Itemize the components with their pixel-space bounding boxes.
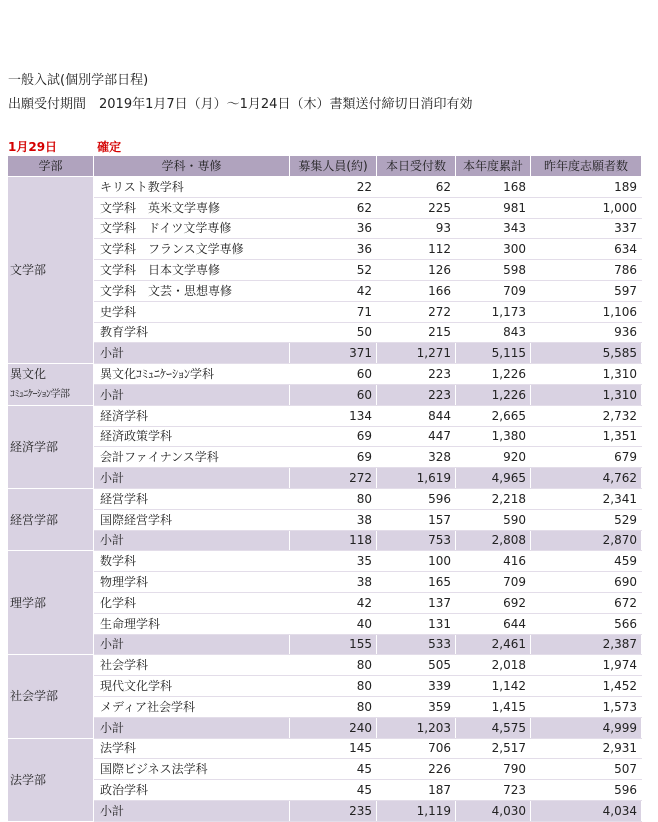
capacity-cell: 35	[290, 551, 377, 572]
last-year-cell: 1,573	[531, 696, 642, 717]
last-year-cell: 189	[531, 177, 642, 198]
today-count-cell: 226	[377, 759, 456, 780]
last-year-cell: 1,000	[531, 197, 642, 218]
course-name-cell: 文学科 文芸・思想専修	[94, 280, 290, 301]
today-count-cell: 131	[377, 613, 456, 634]
application-period: 出願受付期間 2019年1月7日（月）～1月24日（木）書類送付締切日消印有効	[8, 97, 473, 112]
capacity-cell: 80	[290, 676, 377, 697]
today-count-cell: 165	[377, 572, 456, 593]
department-cell	[8, 364, 94, 406]
today-count-cell: 447	[377, 426, 456, 447]
capacity-cell: 155	[290, 634, 377, 655]
table-row	[8, 696, 642, 717]
last-year-cell: 679	[531, 447, 642, 468]
cumulative-cell: 692	[456, 592, 531, 613]
column-header: 本日受付数	[377, 156, 456, 177]
last-year-cell: 529	[531, 509, 642, 530]
today-count-cell: 62	[377, 177, 456, 198]
column-header: 本年度累計	[456, 156, 531, 177]
last-year-cell: 936	[531, 322, 642, 343]
capacity-cell: 42	[290, 280, 377, 301]
cumulative-cell: 981	[456, 197, 531, 218]
cumulative-cell: 4,030	[456, 800, 531, 821]
course-name-cell: 小計	[94, 717, 290, 738]
capacity-cell: 71	[290, 301, 377, 322]
department-cell: 社会学部	[8, 655, 94, 738]
course-name-cell: 小計	[94, 634, 290, 655]
today-count-cell: 112	[377, 239, 456, 260]
column-header: 昨年度志願者数	[531, 156, 642, 177]
subtotal-row	[8, 343, 642, 364]
table-row	[8, 218, 642, 239]
today-count-cell: 223	[377, 384, 456, 405]
today-count-cell: 533	[377, 634, 456, 655]
table-row	[8, 572, 642, 593]
capacity-cell: 38	[290, 509, 377, 530]
capacity-cell: 36	[290, 218, 377, 239]
course-name-cell: 史学科	[94, 301, 290, 322]
course-name-cell: 小計	[94, 468, 290, 489]
capacity-cell: 371	[290, 343, 377, 364]
last-year-cell: 4,034	[531, 800, 642, 821]
department-name-line1: 異文化	[10, 367, 47, 382]
capacity-cell: 145	[290, 738, 377, 759]
cumulative-cell: 590	[456, 509, 531, 530]
table-row	[8, 177, 642, 198]
subtotal-row	[8, 530, 642, 551]
course-name-cell: 経営学科	[94, 488, 290, 509]
cumulative-cell: 1,415	[456, 696, 531, 717]
course-name-cell: 会計ファイナンス学科	[94, 447, 290, 468]
cumulative-cell: 920	[456, 447, 531, 468]
table-row	[8, 197, 642, 218]
today-count-cell: 359	[377, 696, 456, 717]
today-count-cell: 328	[377, 447, 456, 468]
today-count-cell: 157	[377, 509, 456, 530]
capacity-cell: 45	[290, 759, 377, 780]
table-row	[8, 509, 642, 530]
last-year-cell: 1,452	[531, 676, 642, 697]
last-year-cell: 2,870	[531, 530, 642, 551]
capacity-cell: 62	[290, 197, 377, 218]
cumulative-cell: 644	[456, 613, 531, 634]
today-count-cell: 93	[377, 218, 456, 239]
table-row	[8, 239, 642, 260]
table-row	[8, 613, 642, 634]
cumulative-cell: 5,115	[456, 343, 531, 364]
cumulative-cell: 598	[456, 260, 531, 281]
cumulative-cell: 2,808	[456, 530, 531, 551]
today-count-cell: 596	[377, 488, 456, 509]
today-count-cell: 1,619	[377, 468, 456, 489]
subtotal-row	[8, 717, 642, 738]
table-row	[8, 405, 642, 426]
capacity-cell: 69	[290, 447, 377, 468]
course-name-cell: 生命理学科	[94, 613, 290, 634]
course-name-cell: 異文化ｺﾐｭﾆｹｰｼｮﾝ学科	[94, 364, 290, 385]
capacity-cell: 38	[290, 572, 377, 593]
course-name-cell: 現代文化学科	[94, 676, 290, 697]
course-name-cell: 小計	[94, 343, 290, 364]
course-name-cell: 教育学科	[94, 322, 290, 343]
report-date: 1月29日	[8, 140, 58, 154]
course-name-cell: 政治学科	[94, 780, 290, 801]
department-cell: 経営学部	[8, 488, 94, 550]
department-cell: 経済学部	[8, 405, 94, 488]
table-row	[8, 759, 642, 780]
today-count-cell: 100	[377, 551, 456, 572]
department-name-line2: ｺﾐｭﾆｹｰｼｮﾝ学部	[10, 389, 70, 401]
last-year-cell: 566	[531, 613, 642, 634]
course-name-cell: 小計	[94, 530, 290, 551]
last-year-cell: 1,310	[531, 364, 642, 385]
department-cell: 文学部	[8, 177, 94, 364]
subtotal-row	[8, 384, 642, 405]
last-year-cell: 1,974	[531, 655, 642, 676]
course-name-cell: 文学科 日本文学専修	[94, 260, 290, 281]
capacity-cell: 42	[290, 592, 377, 613]
last-year-cell: 507	[531, 759, 642, 780]
today-count-cell: 137	[377, 592, 456, 613]
cumulative-cell: 1,226	[456, 384, 531, 405]
table-header-row	[8, 156, 642, 177]
capacity-cell: 80	[290, 488, 377, 509]
last-year-cell: 672	[531, 592, 642, 613]
capacity-cell: 50	[290, 322, 377, 343]
course-name-cell: 社会学科	[94, 655, 290, 676]
course-name-cell: メディア社会学科	[94, 696, 290, 717]
last-year-cell: 690	[531, 572, 642, 593]
today-count-cell: 126	[377, 260, 456, 281]
table-row	[8, 447, 642, 468]
today-count-cell: 706	[377, 738, 456, 759]
table-row	[8, 488, 642, 509]
date-status-line	[8, 138, 121, 155]
last-year-cell: 2,341	[531, 488, 642, 509]
cumulative-cell: 2,018	[456, 655, 531, 676]
page-title: 一般入試(個別学部日程)	[8, 73, 149, 88]
subtotal-row	[8, 800, 642, 821]
capacity-cell: 52	[290, 260, 377, 281]
last-year-cell: 2,931	[531, 738, 642, 759]
capacity-cell: 235	[290, 800, 377, 821]
capacity-cell: 45	[290, 780, 377, 801]
today-count-cell: 1,203	[377, 717, 456, 738]
today-count-cell: 187	[377, 780, 456, 801]
course-name-cell: 法学科	[94, 738, 290, 759]
cumulative-cell: 1,173	[456, 301, 531, 322]
table-row	[8, 280, 642, 301]
course-name-cell: 化学科	[94, 592, 290, 613]
table-row	[8, 301, 642, 322]
today-count-cell: 844	[377, 405, 456, 426]
column-header: 学科・専修	[94, 156, 290, 177]
course-name-cell: 国際ビジネス法学科	[94, 759, 290, 780]
capacity-cell: 40	[290, 613, 377, 634]
cumulative-cell: 790	[456, 759, 531, 780]
cumulative-cell: 2,665	[456, 405, 531, 426]
department-cell: 理学部	[8, 551, 94, 655]
last-year-cell: 1,310	[531, 384, 642, 405]
cumulative-cell: 1,226	[456, 364, 531, 385]
department-cell: 法学部	[8, 738, 94, 821]
today-count-cell: 272	[377, 301, 456, 322]
table-row	[8, 738, 642, 759]
today-count-cell: 1,271	[377, 343, 456, 364]
subtotal-row	[8, 634, 642, 655]
cumulative-cell: 300	[456, 239, 531, 260]
cumulative-cell: 4,575	[456, 717, 531, 738]
capacity-cell: 118	[290, 530, 377, 551]
capacity-cell: 69	[290, 426, 377, 447]
cumulative-cell: 4,965	[456, 468, 531, 489]
table-row	[8, 780, 642, 801]
table-row	[8, 655, 642, 676]
last-year-cell: 459	[531, 551, 642, 572]
capacity-cell: 22	[290, 177, 377, 198]
cumulative-cell: 2,218	[456, 488, 531, 509]
today-count-cell: 166	[377, 280, 456, 301]
course-name-cell: 経済学科	[94, 405, 290, 426]
capacity-cell: 272	[290, 468, 377, 489]
today-count-cell: 339	[377, 676, 456, 697]
column-header: 学部	[8, 156, 94, 177]
cumulative-cell: 168	[456, 177, 531, 198]
cumulative-cell: 723	[456, 780, 531, 801]
subtotal-row	[8, 468, 642, 489]
table-row	[8, 260, 642, 281]
today-count-cell: 753	[377, 530, 456, 551]
cumulative-cell: 709	[456, 280, 531, 301]
cumulative-cell: 2,461	[456, 634, 531, 655]
table-row	[8, 364, 642, 385]
last-year-cell: 2,387	[531, 634, 642, 655]
cumulative-cell: 2,517	[456, 738, 531, 759]
course-name-cell: キリスト教学科	[94, 177, 290, 198]
last-year-cell: 597	[531, 280, 642, 301]
cumulative-cell: 709	[456, 572, 531, 593]
last-year-cell: 634	[531, 239, 642, 260]
table-row	[8, 322, 642, 343]
course-name-cell: 文学科 フランス文学専修	[94, 239, 290, 260]
course-name-cell: 小計	[94, 384, 290, 405]
today-count-cell: 225	[377, 197, 456, 218]
today-count-cell: 215	[377, 322, 456, 343]
applicant-table	[7, 155, 642, 822]
course-name-cell: 国際経営学科	[94, 509, 290, 530]
course-name-cell: 物理学科	[94, 572, 290, 593]
last-year-cell: 5,585	[531, 343, 642, 364]
table-row	[8, 551, 642, 572]
last-year-cell: 1,106	[531, 301, 642, 322]
today-count-cell: 505	[377, 655, 456, 676]
today-count-cell: 223	[377, 364, 456, 385]
cumulative-cell: 1,380	[456, 426, 531, 447]
capacity-cell: 60	[290, 364, 377, 385]
course-name-cell: 小計	[94, 800, 290, 821]
last-year-cell: 337	[531, 218, 642, 239]
cumulative-cell: 343	[456, 218, 531, 239]
column-header: 募集人員(約)	[290, 156, 377, 177]
cumulative-cell: 416	[456, 551, 531, 572]
capacity-cell: 240	[290, 717, 377, 738]
cumulative-cell: 1,142	[456, 676, 531, 697]
last-year-cell: 2,732	[531, 405, 642, 426]
capacity-cell: 36	[290, 239, 377, 260]
last-year-cell: 4,999	[531, 717, 642, 738]
last-year-cell: 786	[531, 260, 642, 281]
course-name-cell: 文学科 英米文学専修	[94, 197, 290, 218]
last-year-cell: 1,351	[531, 426, 642, 447]
last-year-cell: 4,762	[531, 468, 642, 489]
course-name-cell: 経済政策学科	[94, 426, 290, 447]
table-row	[8, 676, 642, 697]
capacity-cell: 80	[290, 696, 377, 717]
capacity-cell: 80	[290, 655, 377, 676]
last-year-cell: 596	[531, 780, 642, 801]
status-label: 確定	[97, 140, 122, 154]
cumulative-cell: 843	[456, 322, 531, 343]
course-name-cell: 文学科 ドイツ文学専修	[94, 218, 290, 239]
table-row	[8, 426, 642, 447]
course-name-cell: 数学科	[94, 551, 290, 572]
capacity-cell: 134	[290, 405, 377, 426]
today-count-cell: 1,119	[377, 800, 456, 821]
capacity-cell: 60	[290, 384, 377, 405]
table-row	[8, 592, 642, 613]
